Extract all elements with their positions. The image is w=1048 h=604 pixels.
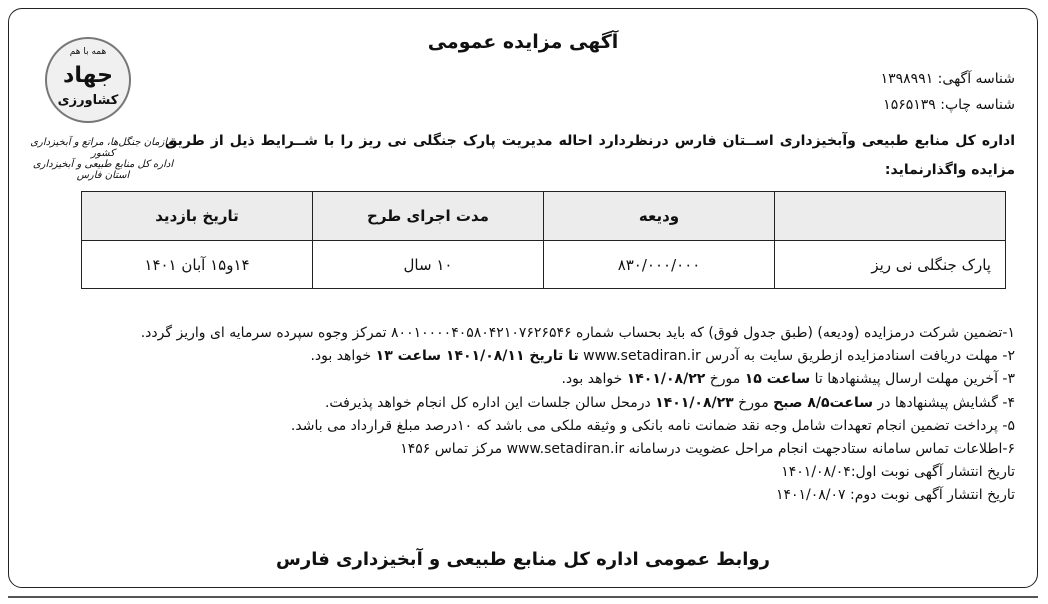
org-name-line1: سازمان جنگل‌ها، مراتع و آبخیزداری کشور	[30, 137, 176, 159]
condition-4-date: ۱۴۰۱/۰۸/۲۳	[655, 394, 734, 411]
print-id: شناسه چاپ: ۱۵۶۵۱۳۹	[883, 97, 1015, 113]
condition-item-3	[15, 368, 1015, 391]
condition-3-text: ۳- آخرین مهلت ارسال پیشنهادها تا	[810, 371, 1015, 388]
condition-3-mid: مورخ	[705, 371, 745, 388]
condition-4-mid: مورخ	[733, 394, 774, 411]
notice-frame	[8, 8, 1038, 588]
condition-item-6: ۶-اطلاعات تماس سامانه ستادجهت انجام مراحل عضویت درسامانه www.setadiran.ir مرکز تماس ۱۴۵۶	[400, 440, 1015, 457]
logo-main-text: جهاد	[63, 63, 113, 88]
table-cell-property: پارک جنگلی نی ریز	[775, 241, 1006, 289]
condition-3-tail: خواهد بود.	[561, 371, 627, 388]
table-header-cell: تاریخ بازدید	[82, 192, 313, 241]
condition-2-text: ۲- مهلت دریافت اسنادمزایده ازطریق سایت به آدرس www.setadiran.ir	[578, 348, 1015, 365]
table-header-cell	[775, 192, 1006, 241]
intro-bold: درنظردارد احاله مدیریت پارک جنگلی نی ریز را با شــرایط ذیل از طریق مزایده واگذارنماید:	[165, 133, 1015, 178]
bottom-rule	[8, 596, 1038, 598]
condition-4-time: ساعت۸/۵ صبح	[773, 394, 874, 411]
condition-3-time: ساعت ۱۵	[744, 371, 811, 388]
condition-item-1: ۱-تضمین شرکت درمزایده (ودیعه) (طبق جدول فوق) که باید بحساب شماره ۸۰۰۱۰۰۰۰۴۰۵۸۰۴۲۱۰۷۶۲۶۵۴۶ تمرکز وجوه سپرده سرمایه ای واریز گردد.	[140, 325, 1015, 341]
table-cell-duration: ۱۰ سال	[313, 241, 544, 289]
publish-date-first: تاریخ انتشار آگهی نوبت اول:۱۴۰۱/۰۸/۰۴	[781, 464, 1015, 481]
notice-id: شناسه آگهی: ۱۳۹۸۹۹۱	[880, 71, 1015, 87]
table-cell-visit-date: ۱۴و۱۵ آبان ۱۴۰۱	[82, 241, 313, 289]
publish-date-second: تاریخ انتشار آگهی نوبت دوم: ۱۴۰۱/۰۸/۰۷	[775, 487, 1015, 504]
condition-item-4	[15, 392, 1015, 415]
table-cell-deposit: ۸۳۰/۰۰۰/۰۰۰	[544, 241, 775, 289]
notice-title: آگهی مزایده عمومی	[427, 31, 619, 53]
condition-4-text: ۴- گشایش پیشنهادها در	[873, 394, 1015, 411]
logo-top-text: همه با هم	[69, 47, 107, 57]
condition-item-5: ۵- پرداخت تضمین انجام تعهدات شامل وجه نقد ضمانت نامه بانکی و وثیقه ملکی می باشد که ۱۰درصد مبلغ قرارداد می باشد.	[290, 417, 1015, 434]
intro-paragraph	[165, 127, 1015, 185]
condition-2-deadline: تا تاریخ ۱۴۰۱/۰۸/۱۱ ساعت ۱۳	[375, 348, 579, 365]
logo-sub-text: کشاورزی	[57, 93, 119, 108]
table-header-cell: ودیعه	[544, 192, 775, 241]
footer-signature: روابط عمومی اداره کل منابع طبیعی و آبخیزداری فارس	[276, 549, 770, 570]
condition-3-date: ۱۴۰۱/۰۸/۲۲	[626, 371, 706, 388]
condition-4-tail: درمحل سالن جلسات این اداره کل انجام خواهد پذیرفت.	[324, 394, 656, 411]
table-header-row	[82, 192, 1006, 241]
table-row	[82, 241, 1006, 289]
jahad-keshavarzi-logo	[45, 37, 131, 123]
intro-normal: اداره کل منابع طبیعی وآبخیزداری اســتان فارس	[668, 133, 1015, 149]
org-name-line2: اداره کل منابع طبیعی و آبخیزداری استان فارس	[32, 159, 174, 181]
condition-2-tail: خواهد بود.	[310, 348, 376, 365]
conditions-list	[15, 322, 1015, 508]
auction-table	[81, 191, 1006, 289]
table-header-cell: مدت اجرای طرح	[313, 192, 544, 241]
condition-item-2	[15, 345, 1015, 368]
